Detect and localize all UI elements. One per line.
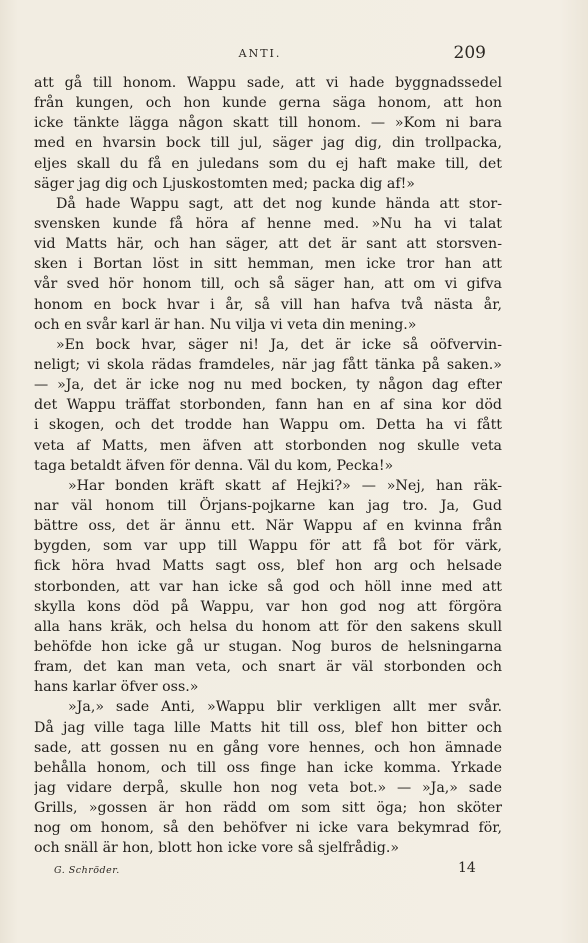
- text-line: storbonden, att var han icke så god och höll inne med att: [34, 578, 502, 595]
- text-line: alla hans kräk, och helsa du honom att för den sakens skull: [34, 618, 502, 635]
- text-line: att gå till honom. Wappu sade, att vi hade byggnadssedel: [34, 75, 502, 91]
- text-line: det Wappu träffat storbonden, fann han en af sina kor död: [34, 397, 502, 414]
- text-line: »En bock hvar, säger ni! Ja, det är icke så oöfvervin-: [56, 336, 502, 353]
- text-line: eljes skall du få en juledans som du ej haft make till, det: [34, 155, 502, 172]
- page-header: [34, 43, 486, 65]
- text-line: hans karlar öfver oss.»: [34, 679, 199, 696]
- text-line: behöfde hon icke gå ur stugan. Nog buros de helsningarna: [34, 638, 502, 655]
- text-line: Då hade Wappu sagt, att det nog kunde hända att stor-: [56, 195, 502, 212]
- text-line: honom en bock hvar i år, så vill han hafva två nästa år,: [34, 296, 502, 313]
- text-line: nog om honom, så den behöfver ni icke vara bekymrad för,: [34, 820, 502, 837]
- body-text: [34, 73, 502, 858]
- text-line: säger jag dig och Ljuskostomten med; packa dig af!»: [34, 175, 415, 192]
- page-number: 209: [453, 43, 486, 63]
- text-line: vår sved hör honom till, och så säger han, att om vi gifva: [34, 276, 502, 293]
- page-footer: [34, 860, 486, 880]
- text-line: sade, att gossen nu en gång vore hennes, och hon ämnade: [34, 739, 502, 756]
- text-line: fram, det kan man veta, och snart är väl storbonden och: [34, 659, 502, 676]
- text-line: svensken kunde få höra af henne med. »Nu ha vi talat: [34, 215, 502, 232]
- text-line: icke tänkte lägga någon skatt till honom. — »Kom ni bara: [34, 115, 502, 132]
- text-line: från kungen, och hon kunde gerna säga honom, att hon: [34, 95, 502, 112]
- text-line: Grills, »gossen är hon rädd om som sitt öga; hon sköter: [34, 800, 502, 817]
- running-title: ANTI.: [238, 47, 282, 60]
- text-line: bygden, som var upp till Wappu för att få bot för värk,: [34, 538, 502, 555]
- text-line: »Har bonden kräft skatt af Hejki?» — »Nej, han räk-: [68, 477, 502, 494]
- text-line: och en svår karl är han. Nu vilja vi veta din mening.»: [34, 316, 417, 333]
- text-line: jag vidare derpå, skulle hon nog veta bot.» — »Ja,» sade: [34, 779, 502, 796]
- text-line: veta af Matts, men äfven att storbonden nog skulle veta: [34, 437, 502, 454]
- text-line: sken i Bortan löst in sitt hemman, men icke tror han att: [34, 256, 502, 273]
- sheet-number: 14: [458, 860, 476, 876]
- text-line: i skogen, och det trodde han Wappu om. Detta ha vi fått: [34, 417, 502, 434]
- text-line: nar väl honom till Örjans-pojkarne kan jag tro. Ja, Gud: [34, 497, 502, 514]
- text-line: med en hvarsin bock till jul, säger jag dig, din trollpacka,: [34, 135, 502, 152]
- text-line: behålla honom, och till oss finge han icke komma. Yrkade: [34, 759, 502, 776]
- text-line: fick höra hvad Matts sagt oss, blef hon arg och helsade: [34, 558, 502, 575]
- text-line: — »Ja, det är icke nog nu med bocken, ty någon dag efter: [34, 377, 502, 394]
- printer-signature: G. Schröder.: [54, 865, 120, 876]
- text-line: »Ja,» sade Anti, »Wappu blir verkligen allt mer svår.: [68, 699, 502, 716]
- text-line: skylla kons död på Wappu, var hon god nog att förgöra: [34, 598, 502, 615]
- text-line: neligt; vi skola rädas framdeles, när jag fått tänka på saken.»: [34, 356, 502, 373]
- text-line: vid Matts här, och han säger, att det är sant att storsven-: [34, 236, 502, 253]
- text-line: bättre oss, det är ännu ett. När Wappu af en kvinna från: [34, 518, 502, 535]
- text-line: taga betaldt äfven för denna. Väl du kom, Pecka!»: [34, 457, 394, 474]
- text-line: och snäll är hon, blott hon icke vore så sjelfrådig.»: [34, 840, 400, 857]
- text-line: Då jag ville taga lille Matts hit till oss, blef hon bitter och: [34, 719, 502, 736]
